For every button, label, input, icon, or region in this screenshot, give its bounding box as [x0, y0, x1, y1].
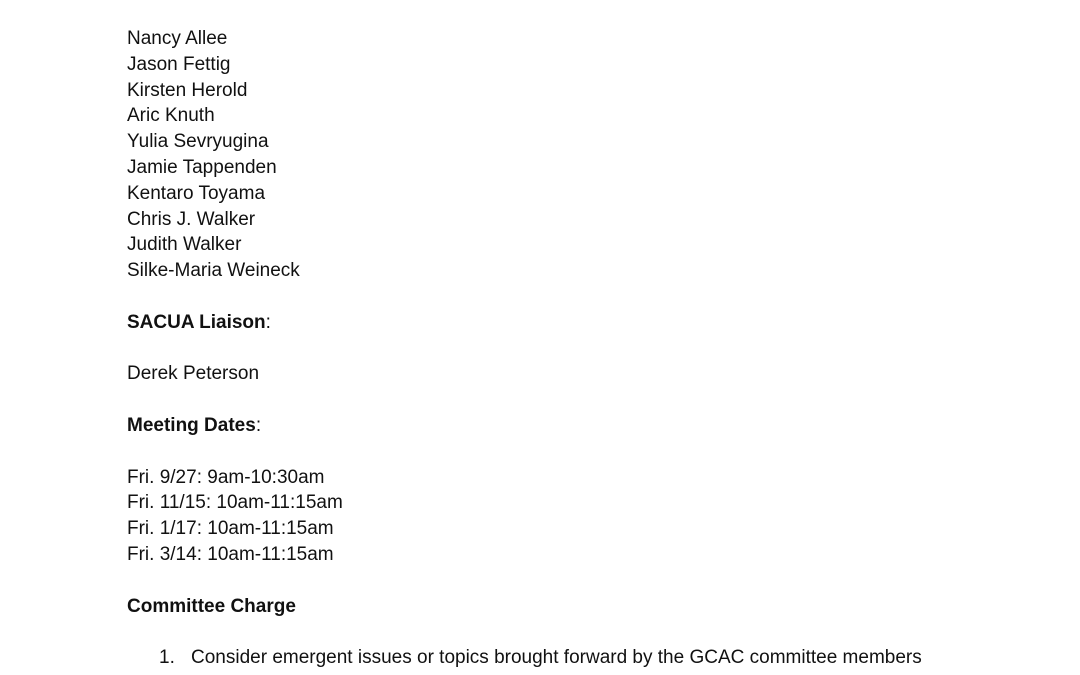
liaison-heading-colon: :: [265, 311, 271, 333]
liaison-heading-text: SACUA Liaison: [127, 311, 266, 333]
member-name: Yulia Sevryugina: [127, 131, 269, 153]
member-name: Jason Fettig: [127, 53, 231, 75]
meeting-dates-heading-text: Meeting Dates: [127, 414, 256, 436]
liaison-name: Derek Peterson: [127, 363, 260, 385]
member-name: Kentaro Toyama: [127, 182, 266, 204]
member-name: Jamie Tappenden: [127, 156, 277, 178]
list-item: [127, 645, 1007, 671]
member-name: Nancy Allee: [127, 28, 228, 49]
committee-charge-list: [127, 645, 1007, 671]
list-item-text: Consider emergent issues or topics brought forward by the GCAC committee members: [191, 647, 922, 669]
meeting-date: Fri. 11/15: 10am-11:15am: [127, 492, 343, 514]
meeting-dates-heading: [127, 413, 1007, 439]
meeting-date: Fri. 9/27: 9am-10:30am: [127, 466, 325, 488]
list-item-number: 1.: [159, 647, 175, 669]
member-name: Chris J. Walker: [127, 208, 256, 230]
committee-charge-heading-text: Committee Charge: [127, 595, 296, 617]
document-page: [127, 26, 1007, 671]
member-name: Aric Knuth: [127, 105, 215, 127]
meeting-date: Fri. 1/17: 10am-11:15am: [127, 518, 334, 540]
member-name: Kirsten Herold: [127, 79, 248, 101]
member-name: Silke-Maria Weineck: [127, 260, 300, 282]
member-list: [127, 26, 1007, 284]
committee-charge-heading: [127, 594, 1007, 620]
meeting-date: Fri. 3/14: 10am-11:15am: [127, 543, 334, 565]
meeting-dates-list: [127, 465, 1007, 568]
member-name: Judith Walker: [127, 234, 242, 256]
meeting-dates-heading-colon: :: [255, 414, 262, 436]
liaison-heading: [127, 310, 1007, 336]
